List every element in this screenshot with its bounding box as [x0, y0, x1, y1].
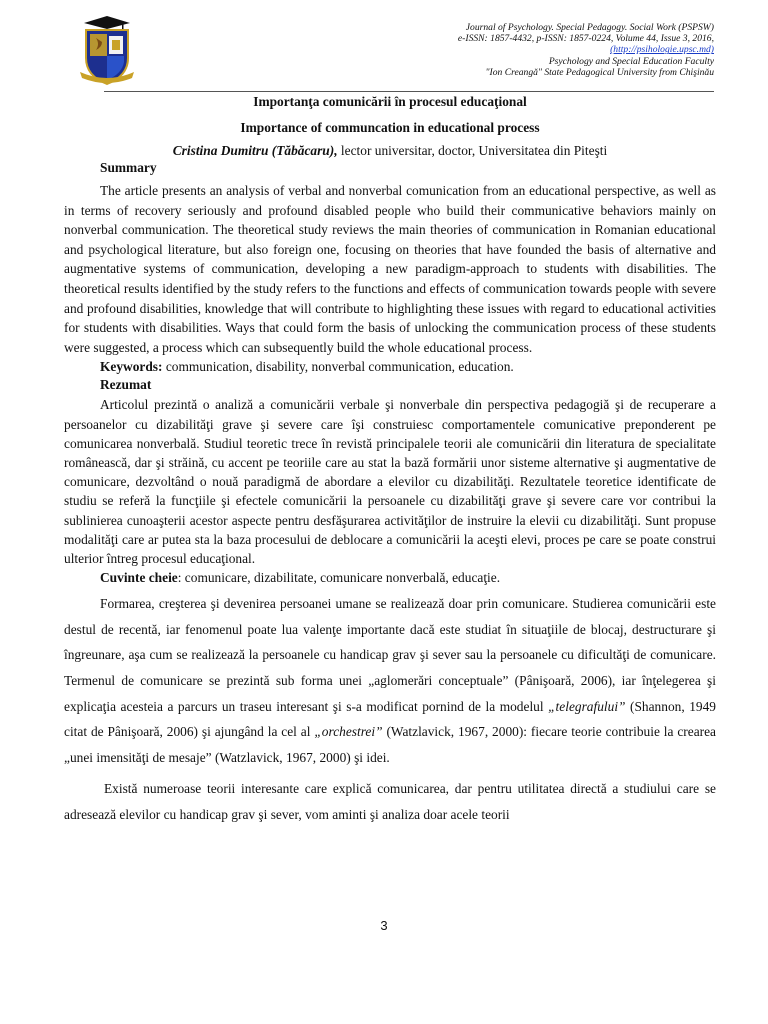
article-title-ro: Importanţa comunicării în procesul educaţional — [253, 94, 527, 109]
body-p1-part-a: Formarea, creşterea şi devenirea persoanei umane se realizează doar prin comunicare. Studierea comunicării este destul de recentă, iar fenomenul poate lua valenţe importante dacă este studiat în situaţiile de blocaj, destructurare şi îngreunare, aşa cum se realizează la persoanele cu handicap grav şi sever sau la persoanele cu dificultăţi de comunicare. Termenul de comunicare se prezintă sub forma unei „aglomerări conceptuale” (Pânişoară, 2006), iar înţelegerea şi explicaţia acesteia a parcurs un traseu interesant şi s-a modificat pornind de la modelul — [64, 596, 716, 714]
summary-text: The article presents an analysis of verbal and nonverbal comunication from an educational perspective, as well as in terms of recovery seriously and profound disabled people who build their communicative behaviors mainly on nonverbal communication. The theoretical study reviews the main theories of communication in Romanian educational and psychological literature, but also foreign one, focusing on theories that have founded the basis of alternative and augmentative systems of communication, developing a new paradigm-approach to students with disabilities. The theoretical results identified by the study refers to the functions and effects of communication towards people with severe and profound disabilities, knowledge that will contribute to highlighting these issues with regard to educational activities for students with disabilities. Ways that could form the basis of unlocking the communication process of these students were suggested, a process which can subsequently build the whole educational process. — [64, 183, 716, 355]
author-line — [64, 142, 716, 159]
cuvinte-cheie-text: : comunicare, dizabilitate, comunicare nonverbală, educaţie. — [177, 570, 501, 586]
cuvinte-cheie-label: Cuvinte cheie — [100, 570, 178, 586]
journal-url-link[interactable]: (http://psihologie.upsc.md) — [610, 44, 714, 56]
keywords-text: communication, disability, nonverbal communication, education. — [162, 359, 514, 375]
article-title-en: Importance of communcation in educational process — [240, 120, 540, 135]
summary-keywords — [100, 357, 716, 376]
page-number: 3 — [380, 918, 388, 933]
body-p1-part-b: (Shannon, 1949 citat de Pânişoară, 2006) şi ajungând la cel al — [64, 698, 716, 740]
university-crest-icon — [78, 14, 136, 86]
body-p1-telegrafului: „telegrafului” — [548, 698, 626, 714]
body-p1-part-c: (Watzlavick, 1967, 2000): fiecare teorie contribuie la crearea „unei imensităţi de mesaje” (Watzlavick, 1967, 2000) şi idei. — [64, 724, 716, 765]
body-p1-orchestrei: „orchestrei” — [314, 724, 383, 740]
journal-header — [294, 22, 714, 78]
body-paragraph-1 — [64, 591, 716, 770]
article-content — [64, 93, 716, 828]
author-name: Cristina Dumitru (Tăbăcaru), — [172, 143, 338, 158]
rezumat-heading: Rezumat — [100, 377, 152, 393]
journal-issn: e-ISSN: 1857-4432, p-ISSN: 1857-0224, Volume 44, Issue 3, 2016, — [457, 33, 714, 45]
journal-title: Journal of Psychology. Special Pedagogy. Social Work (PSPSW) — [465, 22, 714, 33]
journal-university: "Ion Creangă" State Pedagogical University from Chişinău — [485, 66, 714, 78]
body-paragraph-2: Există numeroase teorii interesante care explică comunicarea, dar pentru utilitatea directă a studiului care se adresează elevilor cu handicap grav şi sever, vom aminti şi analiza doar acele teorii — [64, 781, 716, 822]
rezumat-text: Articolul prezintă o analiză a comunicării verbale şi nonverbale din perspectiva pedagogiă şi de recuperare a persoanelor cu dizabilităţi grave şi severe care îşi construiesc comportamentele comunicative preponderent pe comunicarea nonverbală. Studiul teoretic trece în revistă principalele teorii ale comunicării din literatura de specialitate românească, dar şi străină, cu accent pe teoriile care au stat la bază formării unor sisteme alternative şi augmentative de comunicare, dezvoltând o nouă paradigmă de abordare a elevilor cu dizabilităţi. Rezultatele teoretice identificate de studiu se referă la funcţiile şi efectele comunicării la persoanele cu dizabilităţi grave şi severe care vor contribui la sublinierea cunoaşterii acestor aspecte pentru desfăşurarea activităţilor de instruire la elevii cu dizabilităţi. Sunt propuse modalităţi care ar putea sta la baza procesului de deblocare a comunicării la aceşti elevi, proces pe care se poate construi ulterior întreg procesul educaţional. — [64, 397, 716, 566]
author-affiliation: lector universitar, doctor, Universitatea din Piteşti — [337, 143, 608, 158]
summary-heading: Summary — [100, 160, 157, 175]
rezumat-keywords — [100, 568, 716, 587]
journal-faculty: Psychology and Special Education Faculty — [548, 55, 714, 67]
keywords-label: Keywords: — [100, 359, 163, 375]
header-divider — [104, 91, 714, 92]
